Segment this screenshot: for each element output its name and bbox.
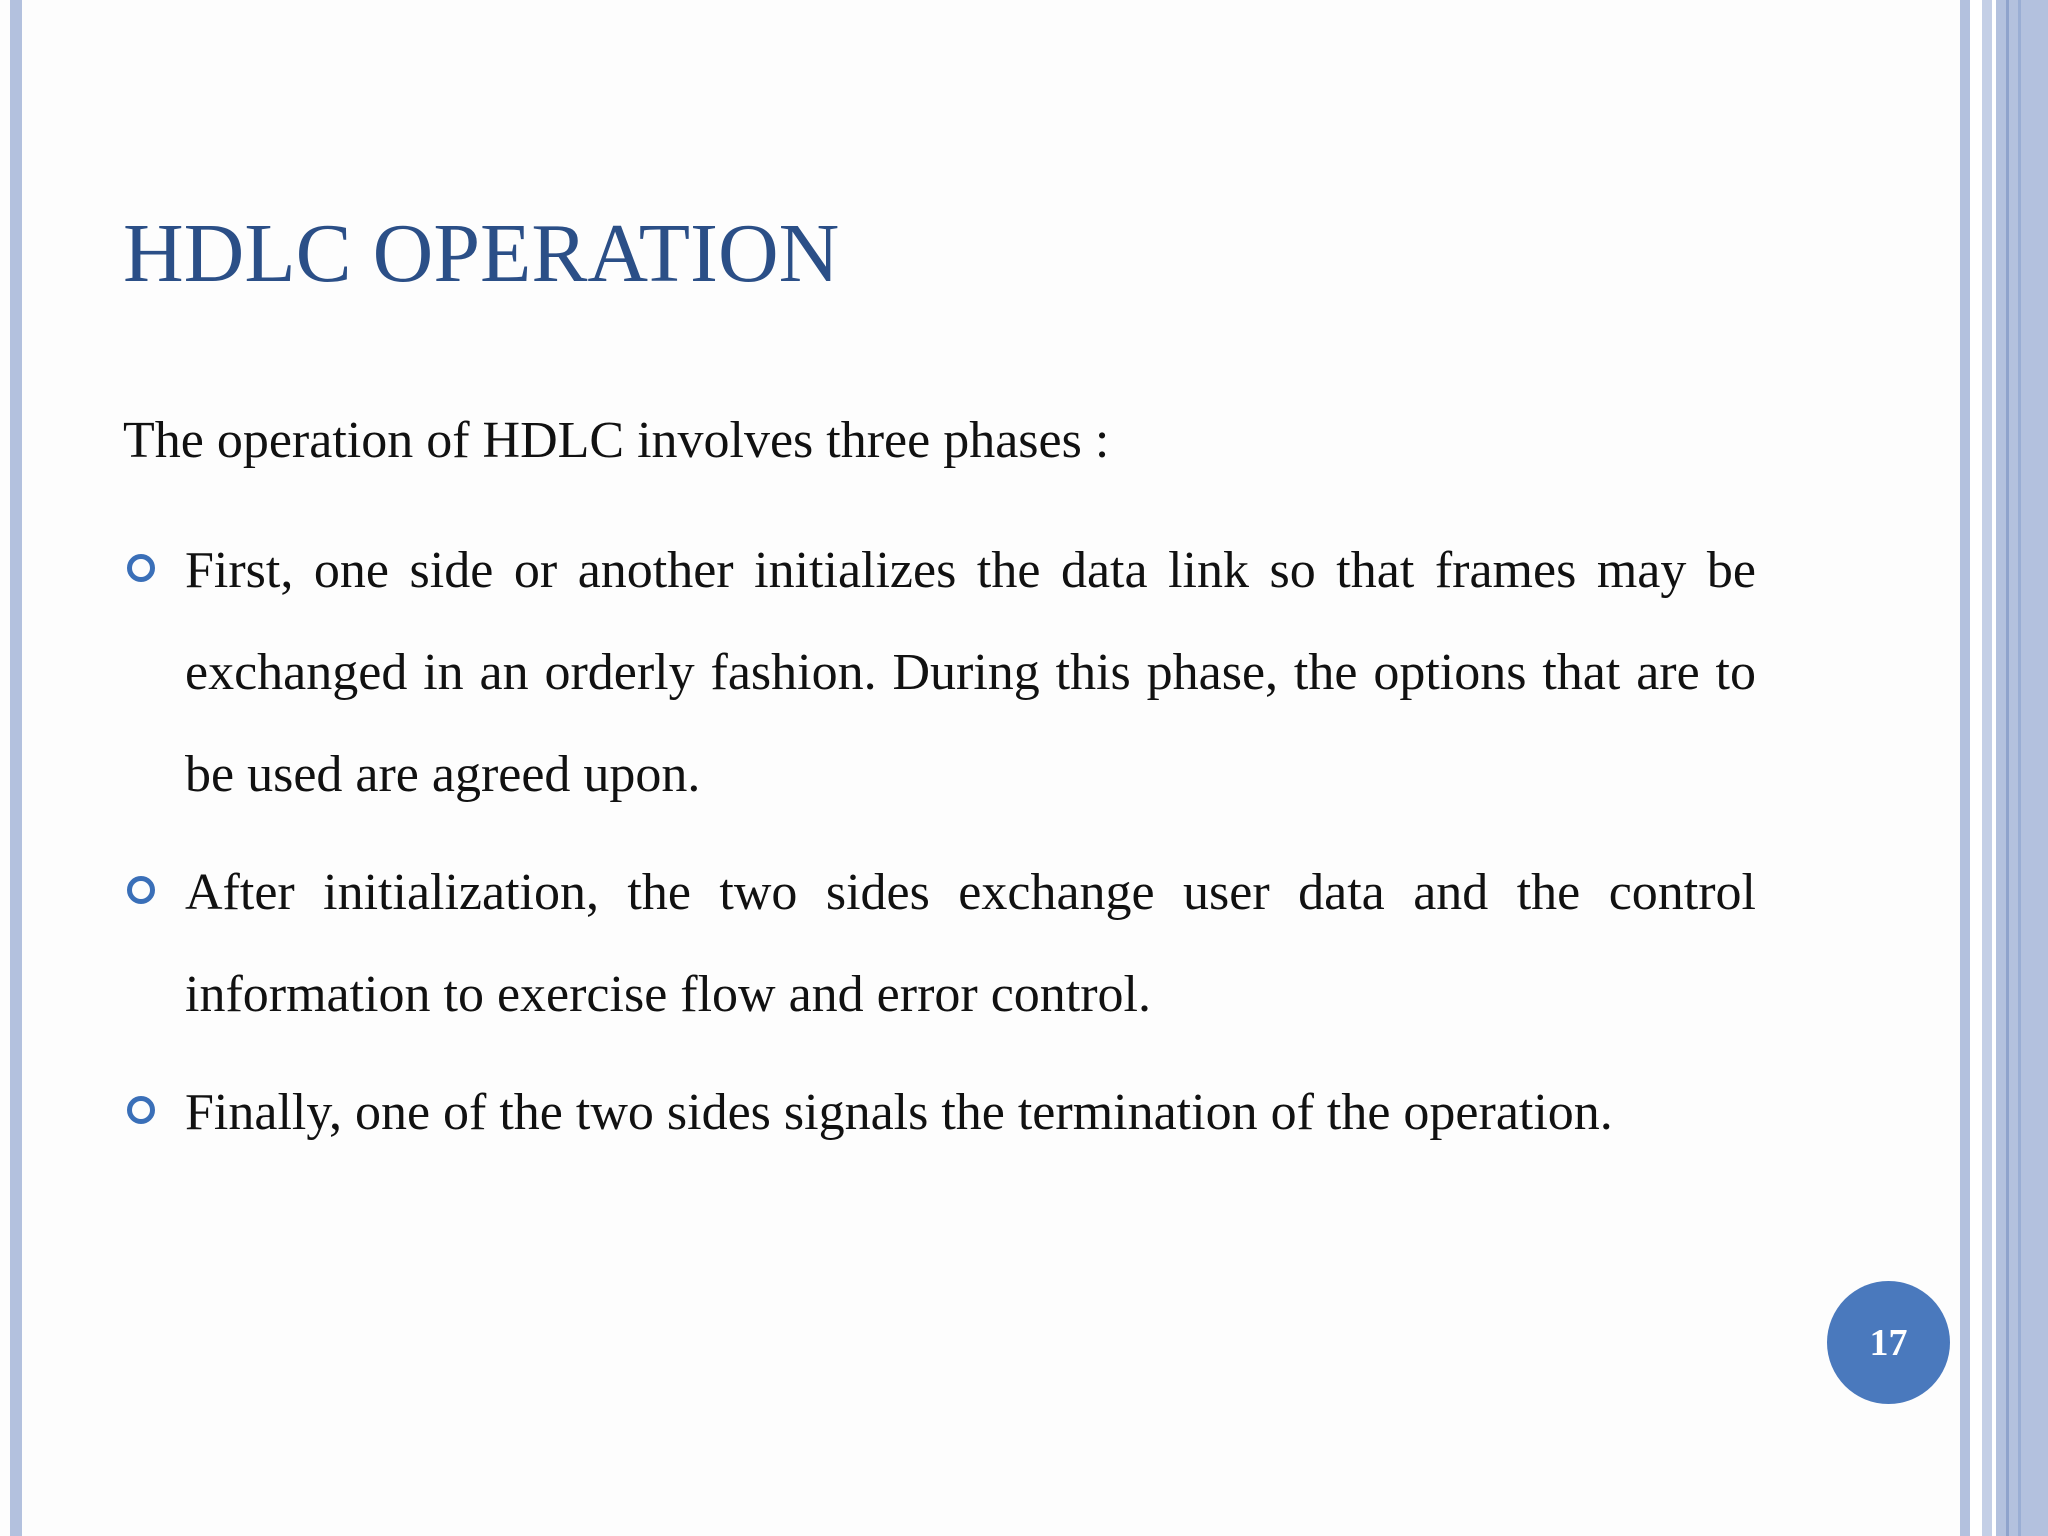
page-number: 17 bbox=[1869, 1321, 1908, 1364]
bullet-text: First, one side or another initializes the data link so that frames may be exchanged in an orderly fashion. During this phase, the options that are to be used are agreed upon. bbox=[185, 542, 1756, 803]
left-border-stripe bbox=[10, 0, 22, 1536]
right-stripe bbox=[1960, 0, 1970, 1536]
circle-bullet-icon bbox=[127, 554, 155, 582]
circle-bullet-icon bbox=[127, 876, 155, 904]
bullet-item bbox=[123, 520, 1756, 826]
intro-text: The operation of HDLC involves three phases : bbox=[123, 412, 1110, 469]
page-number-badge bbox=[1827, 1281, 1950, 1404]
right-stripe-line bbox=[2006, 0, 2009, 1536]
bullet-list bbox=[123, 520, 1756, 1180]
bullet-text: Finally, one of the two sides signals the termination of the operation. bbox=[185, 1084, 1613, 1141]
slide-title: HDLC OPERATION bbox=[123, 207, 840, 300]
right-stripe bbox=[1982, 0, 1992, 1536]
bullet-item bbox=[123, 1062, 1756, 1164]
right-border-stripes bbox=[1960, 0, 2048, 1536]
bullet-text: After initialization, the two sides exchange user data and the control information to exercise flow and error control. bbox=[185, 864, 1756, 1023]
right-stripe-line bbox=[2018, 0, 2021, 1536]
bullet-item bbox=[123, 842, 1756, 1046]
circle-bullet-icon bbox=[127, 1096, 155, 1124]
right-stripe bbox=[1996, 0, 2048, 1536]
